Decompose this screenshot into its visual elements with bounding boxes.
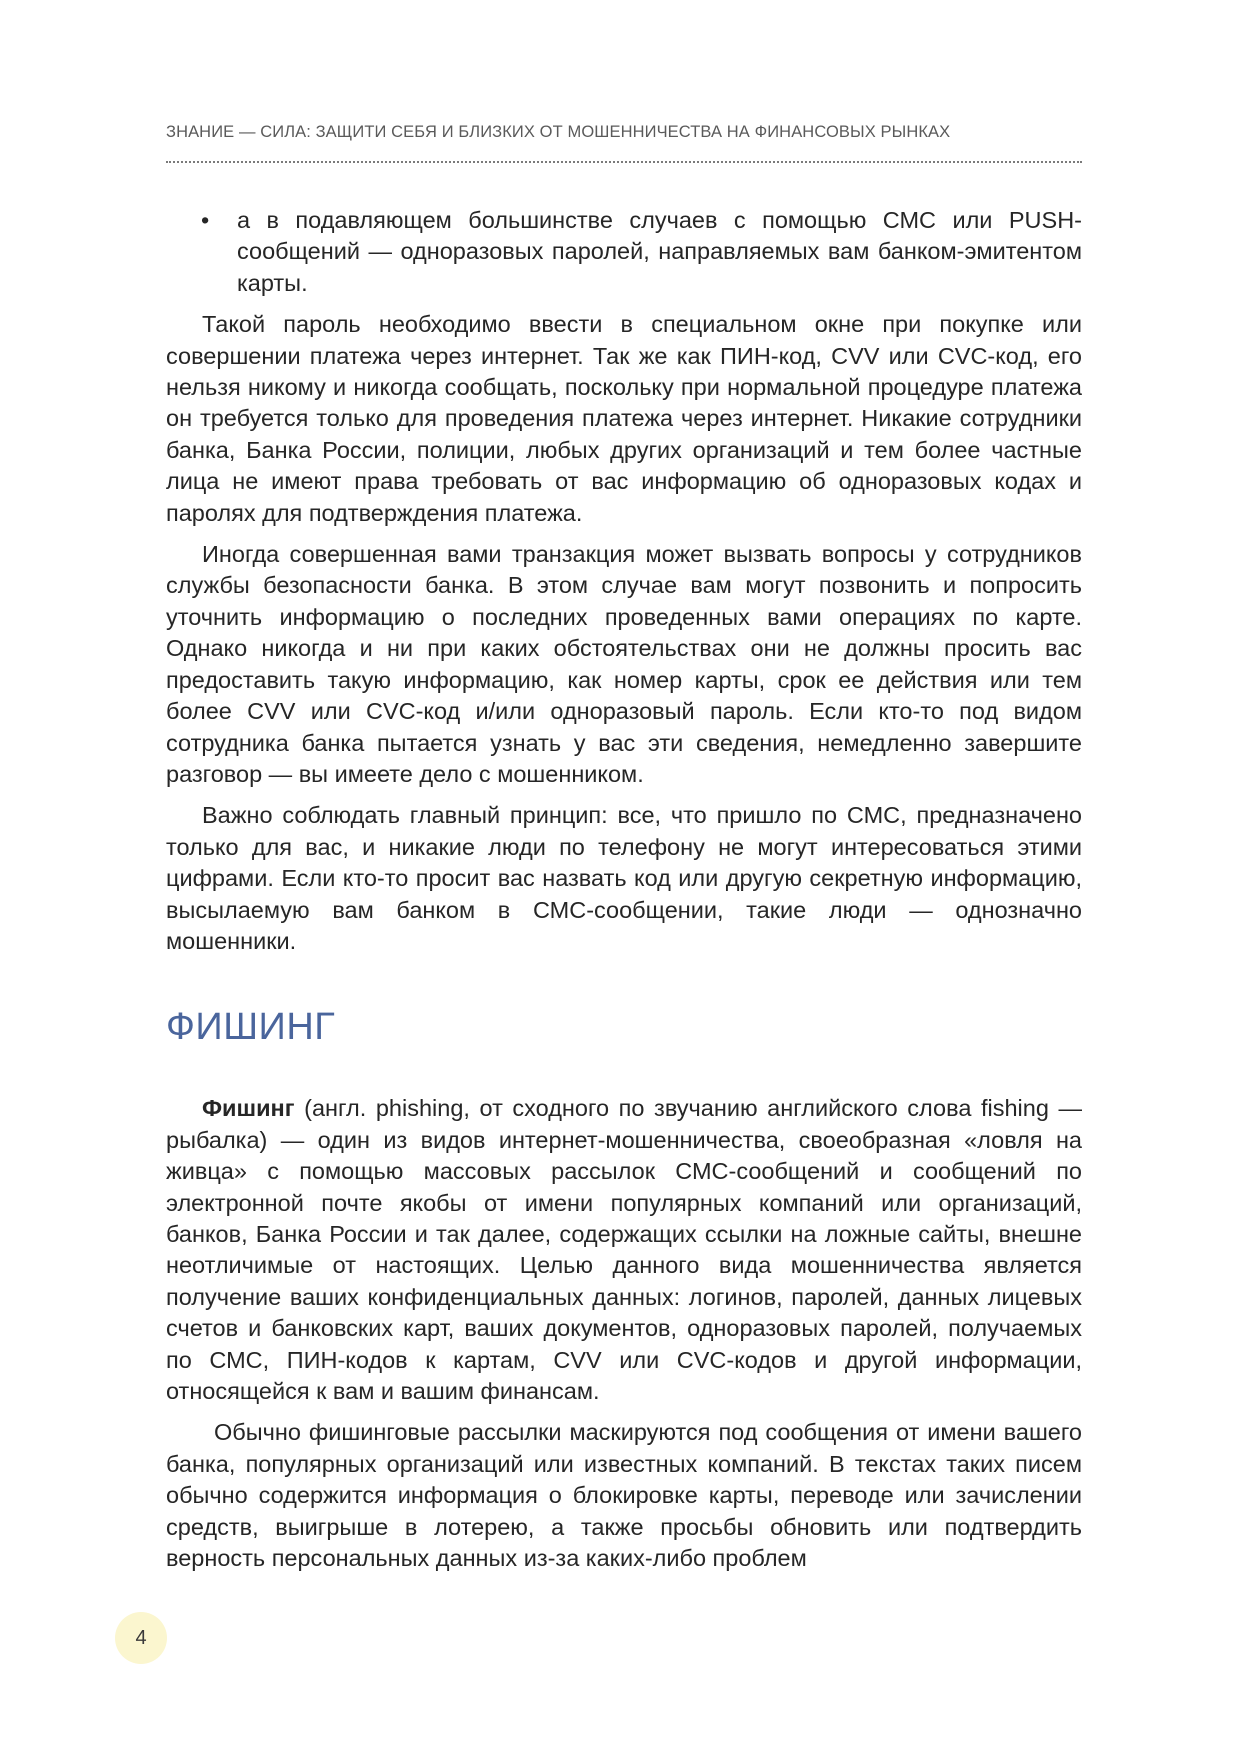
section-title: ФИШИНГ [166, 1006, 336, 1049]
phishing-term: Фишинг [202, 1095, 295, 1122]
paragraph-security-call: Иногда совершенная вами транзакция может вызвать вопросы у сотрудников службы безопасности банка. В этом случае вам могут позвонить и попросить уточнить информацию о последних проведенных вами операциях по карте. Однако никогда и ни при каких обстоятельствах они не должны просить вас предоставить такую информацию, как номер карты, срок ее действия или тем более CVV или CVC-код и/или одноразовый пароль. Если кто-то под видом сотрудника банка пытается узнать у вас эти сведения, немедленно завершите разговор — вы имеете дело с мошенником. [166, 541, 1082, 787]
page-number-badge [115, 1612, 167, 1664]
running-header: ЗНАНИЕ — СИЛА: ЗАЩИТИ СЕБЯ И БЛИЗКИХ ОТ МОШЕННИЧЕСТВА НА ФИНАНСОВЫХ РЫНКАХ [166, 123, 951, 141]
bullet-item [166, 205, 1082, 299]
page-number: 4 [135, 1626, 147, 1649]
page-content [166, 205, 1082, 1584]
header-divider [166, 161, 1082, 163]
bullet-text: а в подавляющем большинстве случаев с помощью СМС или PUSH-сообщений — одноразовых паролей, направляемых вам банком-эмитентом карты. [237, 207, 1082, 296]
bullet-mark: • [201, 207, 210, 233]
paragraph-one-time-password: Такой пароль необходимо ввести в специальном окне при покупке или совершении платежа через интернет. Так же как ПИН-код, CVV или CVC-код, его нельзя никому и никогда сообщать, поскольку при нормальной процедуре платежа он требуется только для проведения платежа через интернет. Никакие сотрудники банка, Банка России, полиции, любых других организаций и тем более частные лица не имеют права требовать от вас информацию об одноразовых кодах и паролях для подтверждения платежа. [166, 311, 1082, 526]
paragraph-phishing-disguise: Обычно фишинговые рассылки маскируются под сообщения от имени вашего банка, популярных организаций или известных компаний. В текстах таких писем обычно содержится информация о блокировке карты, переводе или зачислении средств, выигрыше в лотерею, а также просьбы обновить или подтвердить верность персональных данных из-за каких-либо проблем [166, 1419, 1082, 1572]
paragraph-main-principle: Важно соблюдать главный принцип: все, что пришло по СМС, предназначено только для вас, и никакие люди по телефону не могут интересоваться этими цифрами. Если кто-то просит вас назвать код или другую секретную информацию, высылаемую вам банком в СМС-сообщении, такие люди — однозначно мошенники. [166, 802, 1082, 954]
paragraph-phishing-definition [166, 1093, 1082, 1407]
phishing-definition-text: (англ. phishing, от сходного по звучанию английского слова fishing — рыбалка) — один из видов интернет-мошенничества, своеобразная «ловля на живца» с помощью массовых рассылок СМС-сообщений и сообщений по электронной почте якобы от имени популярных компаний или организаций, банков, Банка России и так далее, содержащих ссылки на ложные сайты, внешне неотличимые от настоящих. Целью данного вида мошенничества является получение ваших конфиденциальных данных: логинов, паролей, данных лицевых счетов и банковских карт, ваших документов, одноразовых паролей, получаемых по СМС, ПИН-кодов к картам, CVV или CVC-кодов и другой информации, относящейся к вам и вашим финансам. [166, 1095, 1082, 1404]
